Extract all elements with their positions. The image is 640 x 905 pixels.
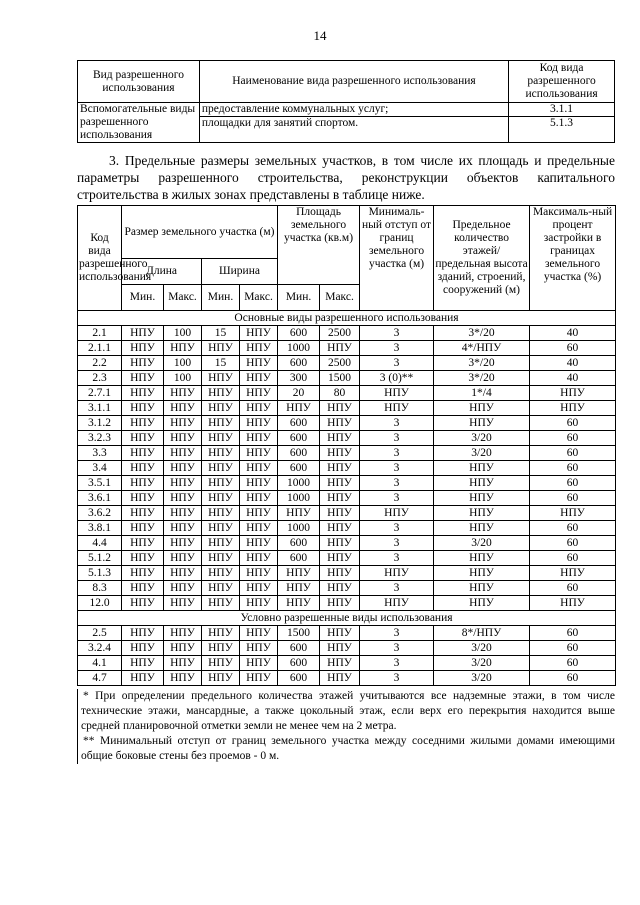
table-row <box>78 641 616 656</box>
table-cell: НПУ <box>240 656 278 671</box>
table-cell: НПУ <box>122 551 164 566</box>
table-row <box>78 371 616 386</box>
table-cell: НПУ <box>122 386 164 401</box>
table-cell: НПУ <box>122 416 164 431</box>
table-cell: 40 <box>530 326 616 341</box>
table-cell: НПУ <box>122 506 164 521</box>
table-cell: НПУ <box>202 536 240 551</box>
table-cell: НПУ <box>240 476 278 491</box>
table-cell: 60 <box>530 671 616 686</box>
table-cell: 1000 <box>278 341 320 356</box>
table-cell: НПУ <box>202 401 240 416</box>
table-cell: НПУ <box>240 566 278 581</box>
table-cell: НПУ <box>122 626 164 641</box>
table-cell: 600 <box>278 416 320 431</box>
table-cell: НПУ <box>240 356 278 371</box>
table-cell: НПУ <box>240 341 278 356</box>
row-code: 12.0 <box>78 596 122 611</box>
table-cell: НПУ <box>122 656 164 671</box>
table-cell: НПУ <box>240 581 278 596</box>
table-row <box>78 551 616 566</box>
table-cell: 15 <box>202 326 240 341</box>
table-row <box>78 596 616 611</box>
table-cell: НПУ <box>164 626 202 641</box>
table-cell: 4*/НПУ <box>434 341 530 356</box>
table-cell: НПУ <box>122 341 164 356</box>
table-cell: 3/20 <box>434 446 530 461</box>
table-row <box>78 326 616 341</box>
table-cell: НПУ <box>434 566 530 581</box>
table-cell: НПУ <box>240 446 278 461</box>
table-cell: НПУ <box>530 386 616 401</box>
table-cell: НПУ <box>164 551 202 566</box>
table-cell: 600 <box>278 551 320 566</box>
table-cell: НПУ <box>164 416 202 431</box>
table-cell: НПУ <box>320 341 360 356</box>
row-code: 4.1 <box>78 656 122 671</box>
table-row <box>78 461 616 476</box>
table-cell: 3 <box>360 641 434 656</box>
table-cell: НПУ <box>320 671 360 686</box>
table-cell: 600 <box>278 656 320 671</box>
table-cell: 300 <box>278 371 320 386</box>
row-code: 2.1.1 <box>78 341 122 356</box>
table-cell: НПУ <box>320 446 360 461</box>
table-row <box>78 521 616 536</box>
table-cell: 8*/НПУ <box>434 626 530 641</box>
table-cell: 80 <box>320 386 360 401</box>
table-cell: НПУ <box>434 476 530 491</box>
table-cell: НПУ <box>320 476 360 491</box>
table-cell: НПУ <box>164 401 202 416</box>
table-cell: НПУ <box>240 596 278 611</box>
table-cell: 60 <box>530 551 616 566</box>
table-cell: НПУ <box>202 491 240 506</box>
table-cell: НПУ <box>320 521 360 536</box>
table-cell: 60 <box>530 521 616 536</box>
table-cell: НПУ <box>320 641 360 656</box>
table-cell: НПУ <box>164 581 202 596</box>
table-cell: НПУ <box>360 596 434 611</box>
table-cell: НПУ <box>164 521 202 536</box>
table-cell: 100 <box>164 326 202 341</box>
table-cell: 40 <box>530 371 616 386</box>
table-cell: НПУ <box>164 656 202 671</box>
table-cell: НПУ <box>434 581 530 596</box>
table-cell: НПУ <box>202 626 240 641</box>
table-cell: 3 <box>360 626 434 641</box>
table-cell: НПУ <box>164 431 202 446</box>
table-cell: НПУ <box>360 401 434 416</box>
table-cell: НПУ <box>530 596 616 611</box>
header-area-max: Макс. <box>320 285 360 311</box>
table-cell: НПУ <box>278 401 320 416</box>
row-code: 3.1.2 <box>78 416 122 431</box>
table-cell: 1000 <box>278 521 320 536</box>
table-cell: НПУ <box>320 431 360 446</box>
group-label: Вспомогательные виды разрешенного использования <box>78 103 200 143</box>
table-cell: НПУ <box>240 326 278 341</box>
table-cell: НПУ <box>122 371 164 386</box>
header-min: Мин. <box>122 285 164 311</box>
table-cell: НПУ <box>202 656 240 671</box>
table-cell: НПУ <box>320 401 360 416</box>
table-cell: 600 <box>278 446 320 461</box>
header-width: Ширина <box>202 259 278 285</box>
table-cell: НПУ <box>122 431 164 446</box>
table-cell: 60 <box>530 476 616 491</box>
table-cell: НПУ <box>122 641 164 656</box>
table-cell: НПУ <box>320 596 360 611</box>
table-cell: НПУ <box>202 551 240 566</box>
table-cell: 1500 <box>278 626 320 641</box>
row-code: 3.8.1 <box>78 521 122 536</box>
row-code: 3.3 <box>78 446 122 461</box>
table-cell: НПУ <box>122 596 164 611</box>
table-cell: НПУ <box>320 551 360 566</box>
table-row <box>78 626 616 641</box>
table-cell: НПУ <box>320 581 360 596</box>
table-cell: НПУ <box>164 566 202 581</box>
table-cell: НПУ <box>278 506 320 521</box>
usage-name: площадки для занятий спортом. <box>199 117 508 143</box>
table-cell: НПУ <box>164 491 202 506</box>
usage-table <box>77 60 615 143</box>
table-cell: НПУ <box>202 371 240 386</box>
table-cell: 60 <box>530 656 616 671</box>
row-code: 5.1.2 <box>78 551 122 566</box>
table-row <box>78 341 616 356</box>
header-name: Наименование вида разрешенного использования <box>199 61 508 103</box>
table-cell: НПУ <box>240 536 278 551</box>
table-row <box>78 476 616 491</box>
table-cell: 3 <box>360 656 434 671</box>
row-code: 3.4 <box>78 461 122 476</box>
header-floors: Предельное количество этажей/ предельная высота зданий, строений, сооружений (м) <box>434 206 530 311</box>
table-cell: 3 <box>360 446 434 461</box>
table-cell: НПУ <box>530 401 616 416</box>
table-cell: НПУ <box>320 536 360 551</box>
footnote: ** Минимальный отступ от границ земельного участка между соседними жилыми домами имеющими общие боковые стены без проемов - 0 м. <box>81 735 615 762</box>
table-cell: НПУ <box>202 521 240 536</box>
table-cell: 3 <box>360 431 434 446</box>
table-cell: 40 <box>530 356 616 371</box>
table-cell: НПУ <box>320 566 360 581</box>
header-kind: Вид разрешенного использования <box>78 61 200 103</box>
table-cell: НПУ <box>202 416 240 431</box>
table-row <box>78 656 616 671</box>
table-cell: НПУ <box>164 536 202 551</box>
table-row <box>78 506 616 521</box>
table-cell: НПУ <box>240 671 278 686</box>
table-cell: 3 <box>360 356 434 371</box>
table-cell: 60 <box>530 581 616 596</box>
table-row <box>78 671 616 686</box>
row-code: 2.5 <box>78 626 122 641</box>
table-cell: НПУ <box>320 626 360 641</box>
table-row <box>78 416 616 431</box>
table-cell: 60 <box>530 641 616 656</box>
table-cell: НПУ <box>240 371 278 386</box>
row-code: 2.7.1 <box>78 386 122 401</box>
table-cell: 600 <box>278 356 320 371</box>
table-cell: НПУ <box>122 446 164 461</box>
table-cell: НПУ <box>320 461 360 476</box>
usage-name: предоставление коммунальных услуг; <box>199 103 508 117</box>
table-cell: 3*/20 <box>434 326 530 341</box>
table-cell: НПУ <box>278 566 320 581</box>
table-cell: НПУ <box>240 401 278 416</box>
header-min: Мин. <box>202 285 240 311</box>
table-cell: НПУ <box>240 521 278 536</box>
table-cell: НПУ <box>434 491 530 506</box>
table-cell: НПУ <box>360 386 434 401</box>
table-cell: НПУ <box>360 506 434 521</box>
header-area-min: Мин. <box>278 285 320 311</box>
table-cell: НПУ <box>122 326 164 341</box>
table-cell: 600 <box>278 536 320 551</box>
header-max: Макс. <box>164 285 202 311</box>
table-cell: НПУ <box>122 401 164 416</box>
table-cell: НПУ <box>240 626 278 641</box>
table-row <box>78 491 616 506</box>
table-cell: НПУ <box>164 341 202 356</box>
table-cell: 60 <box>530 341 616 356</box>
row-code: 2.2 <box>78 356 122 371</box>
table-cell: 1000 <box>278 476 320 491</box>
table-cell: 3/20 <box>434 641 530 656</box>
table-cell: 3/20 <box>434 671 530 686</box>
table-cell: 3 (0)** <box>360 371 434 386</box>
table-cell: 600 <box>278 671 320 686</box>
table-cell: НПУ <box>202 506 240 521</box>
row-code: 2.3 <box>78 371 122 386</box>
header-size: Размер земельного участка (м) <box>122 206 278 259</box>
table-row <box>78 356 616 371</box>
table-row <box>78 446 616 461</box>
usage-code: 3.1.1 <box>509 103 615 117</box>
table-cell: 100 <box>164 371 202 386</box>
row-code: 4.4 <box>78 536 122 551</box>
row-code: 5.1.3 <box>78 566 122 581</box>
table-cell: НПУ <box>278 581 320 596</box>
table-cell: 60 <box>530 431 616 446</box>
table-cell: 2500 <box>320 326 360 341</box>
table-cell: НПУ <box>434 506 530 521</box>
table-cell: НПУ <box>434 521 530 536</box>
table-cell: НПУ <box>240 416 278 431</box>
table-cell: 60 <box>530 626 616 641</box>
table-cell: НПУ <box>202 641 240 656</box>
header-max: Макс. <box>240 285 278 311</box>
table-cell: 60 <box>530 446 616 461</box>
table-cell: 60 <box>530 461 616 476</box>
table-cell: НПУ <box>202 341 240 356</box>
table-cell: 3 <box>360 551 434 566</box>
table-cell: НПУ <box>202 596 240 611</box>
table-cell: 600 <box>278 641 320 656</box>
table-cell: НПУ <box>240 506 278 521</box>
header-length: Длина <box>122 259 202 285</box>
table-cell: 3 <box>360 476 434 491</box>
table-cell: НПУ <box>164 461 202 476</box>
table-cell: 600 <box>278 326 320 341</box>
header-coverage: Максималь-ный процент застройки в границах земельного участка (%) <box>530 206 616 311</box>
row-code: 2.1 <box>78 326 122 341</box>
table-row <box>78 536 616 551</box>
table-cell: 3 <box>360 491 434 506</box>
table-row <box>78 386 616 401</box>
table-cell: 3*/20 <box>434 356 530 371</box>
section-main: Основные виды разрешенного использования <box>78 311 616 326</box>
table-cell: НПУ <box>320 491 360 506</box>
table-cell: НПУ <box>122 491 164 506</box>
table-cell: 600 <box>278 461 320 476</box>
usage-code: 5.1.3 <box>509 117 615 143</box>
table-cell: НПУ <box>164 596 202 611</box>
table-cell: 60 <box>530 416 616 431</box>
header-area: Площадь земельного участка (кв.м) <box>278 206 360 285</box>
table-cell: НПУ <box>164 476 202 491</box>
table-cell: НПУ <box>202 446 240 461</box>
table-cell: НПУ <box>122 476 164 491</box>
table-cell: 3/20 <box>434 656 530 671</box>
table-cell: НПУ <box>530 506 616 521</box>
table-cell: НПУ <box>122 521 164 536</box>
row-code: 8.3 <box>78 581 122 596</box>
row-code: 3.6.2 <box>78 506 122 521</box>
section-conditional: Условно разрешенные виды использования <box>78 611 616 626</box>
row-code: 3.5.1 <box>78 476 122 491</box>
table-cell: НПУ <box>320 656 360 671</box>
row-code: 3.6.1 <box>78 491 122 506</box>
table-cell: 600 <box>278 431 320 446</box>
table-cell: НПУ <box>320 416 360 431</box>
row-code: 3.2.3 <box>78 431 122 446</box>
table-cell: НПУ <box>164 641 202 656</box>
table-cell: НПУ <box>320 506 360 521</box>
table-cell: НПУ <box>530 566 616 581</box>
table-cell: НПУ <box>202 671 240 686</box>
table-cell: 3/20 <box>434 431 530 446</box>
table-cell: НПУ <box>122 461 164 476</box>
table-cell: НПУ <box>202 581 240 596</box>
table-cell: НПУ <box>164 446 202 461</box>
table-cell: НПУ <box>360 566 434 581</box>
table-cell: НПУ <box>240 641 278 656</box>
table-cell: 3 <box>360 326 434 341</box>
table-cell: 20 <box>278 386 320 401</box>
table-cell: НПУ <box>434 461 530 476</box>
paragraph: 3. Предельные размеры земельных участков, в том числе их площадь и предельные параметры разрешенного строительства, реконструкции объектов капитального строительства в жилых зонах представлены в таблице ниже. <box>77 153 615 202</box>
page-number: 14 <box>313 28 327 43</box>
table-cell: НПУ <box>278 596 320 611</box>
table-cell: НПУ <box>202 386 240 401</box>
table-cell: 1500 <box>320 371 360 386</box>
table-cell: НПУ <box>122 536 164 551</box>
table-cell: 3 <box>360 581 434 596</box>
table-cell: НПУ <box>240 431 278 446</box>
table-cell: НПУ <box>202 461 240 476</box>
table-cell: НПУ <box>122 566 164 581</box>
table-cell: НПУ <box>434 596 530 611</box>
table-cell: 15 <box>202 356 240 371</box>
table-cell: НПУ <box>164 386 202 401</box>
table-cell: НПУ <box>240 386 278 401</box>
table-cell: 3 <box>360 536 434 551</box>
table-row <box>78 581 616 596</box>
table-cell: 3/20 <box>434 536 530 551</box>
table-cell: НПУ <box>122 581 164 596</box>
table-cell: НПУ <box>164 506 202 521</box>
table-cell: НПУ <box>202 431 240 446</box>
table-cell: 3*/20 <box>434 371 530 386</box>
table-cell: 3 <box>360 461 434 476</box>
table-row <box>78 431 616 446</box>
table-cell: НПУ <box>434 416 530 431</box>
table-cell: НПУ <box>434 401 530 416</box>
table-cell: 2500 <box>320 356 360 371</box>
table-row <box>78 566 616 581</box>
table-cell: 3 <box>360 416 434 431</box>
table-cell: НПУ <box>164 671 202 686</box>
header-code: Код вида разрешенного использования <box>509 61 615 103</box>
table-cell: НПУ <box>240 551 278 566</box>
table-cell: 60 <box>530 491 616 506</box>
table-cell: 3 <box>360 521 434 536</box>
table-cell: 100 <box>164 356 202 371</box>
table-cell: НПУ <box>434 551 530 566</box>
table-cell: 3 <box>360 341 434 356</box>
table-cell: НПУ <box>202 476 240 491</box>
table-cell: 1*/4 <box>434 386 530 401</box>
header-min-offset: Минималь-ный отступ от границ земельного участка (м) <box>360 206 434 311</box>
footnote: * При определении предельного количества этажей учитываются все надземные этажи, в том числе технические этажи, мансардные, а также цокольный этаж, если верх его перекрытия находится выше средней планировочной отметки земли не менее чем на 2 метра. <box>81 690 615 732</box>
table-cell: 3 <box>360 671 434 686</box>
row-code: 3.1.1 <box>78 401 122 416</box>
table-row <box>78 401 616 416</box>
footnotes <box>77 689 615 764</box>
table-cell: 1000 <box>278 491 320 506</box>
limits-table <box>77 205 616 686</box>
row-code: 3.2.4 <box>78 641 122 656</box>
table-cell: НПУ <box>240 461 278 476</box>
row-code: 4.7 <box>78 671 122 686</box>
table-cell: НПУ <box>122 671 164 686</box>
table-cell: НПУ <box>240 491 278 506</box>
header-code: Код вида разрешенного использования <box>78 206 122 311</box>
table-cell: НПУ <box>202 566 240 581</box>
table-cell: 60 <box>530 536 616 551</box>
table-cell: НПУ <box>122 356 164 371</box>
